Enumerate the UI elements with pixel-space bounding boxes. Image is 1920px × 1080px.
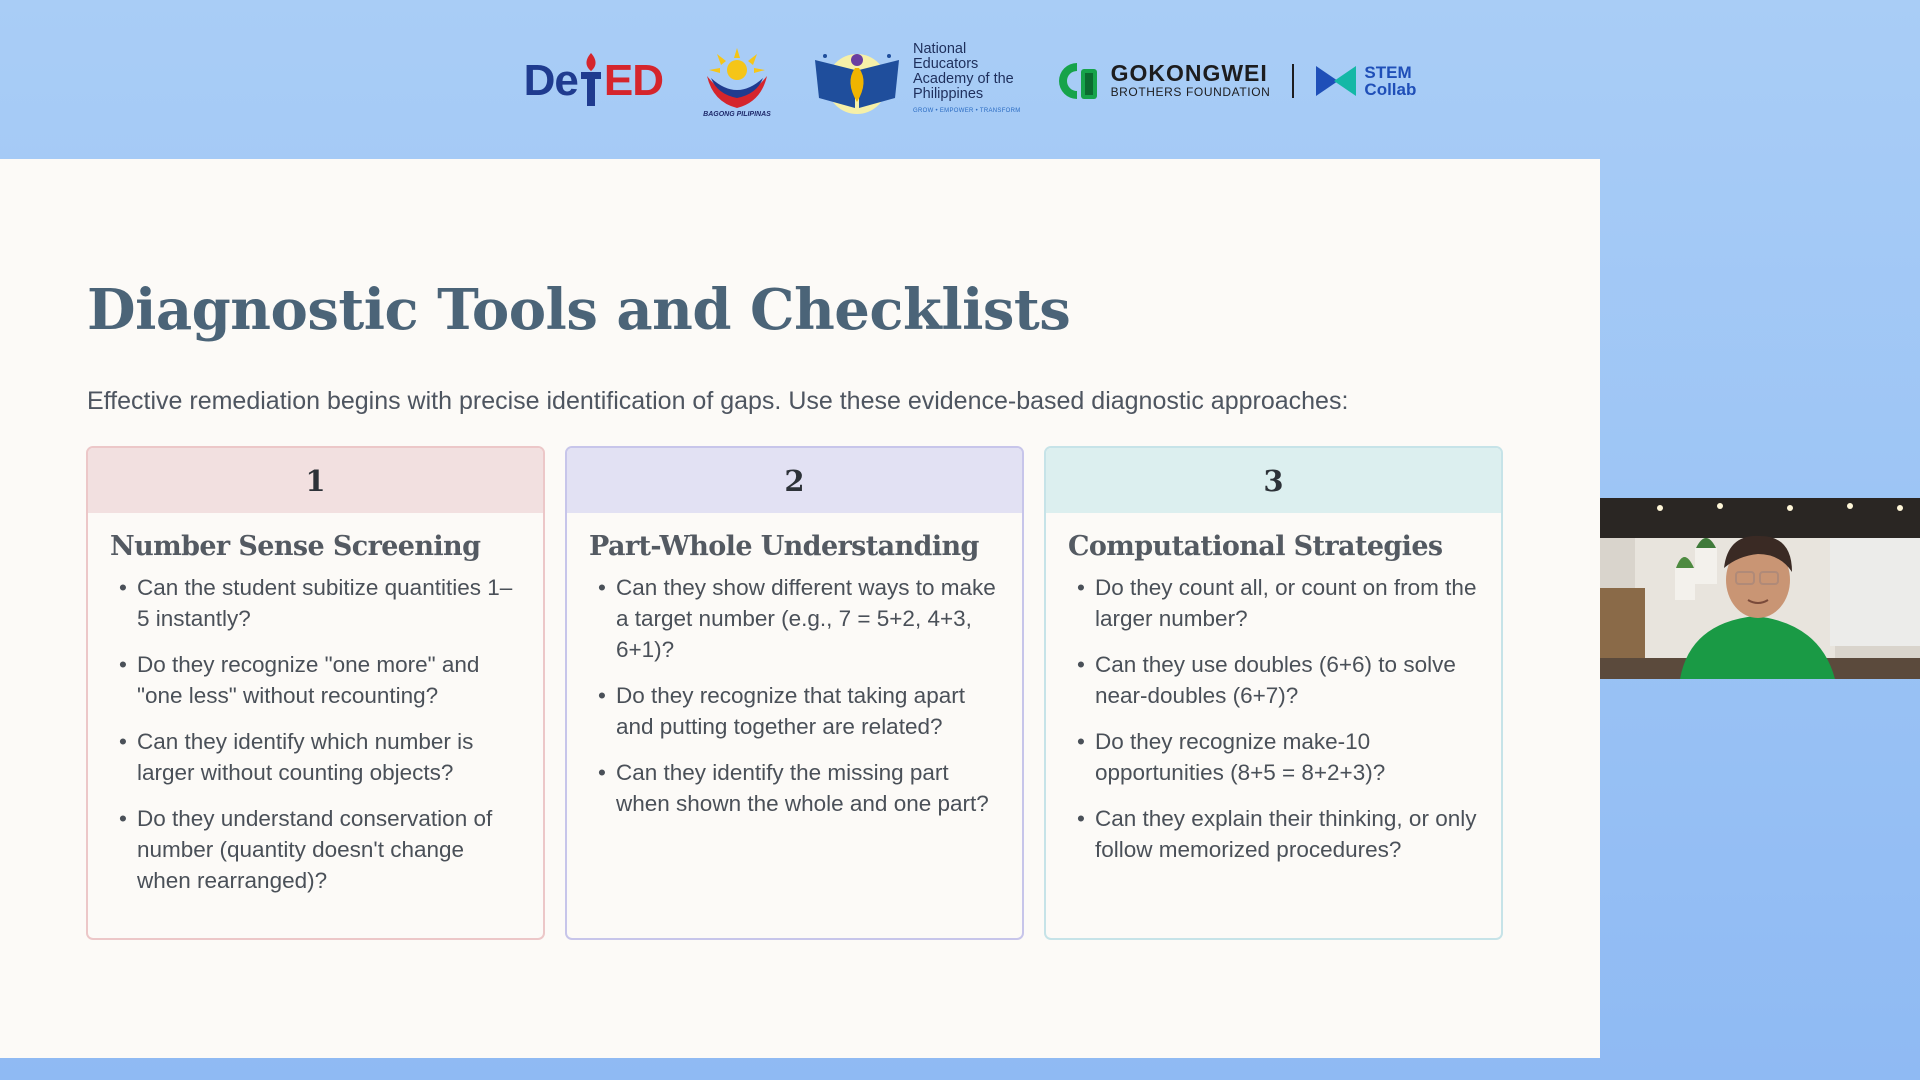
gokongwei-emblem-icon [1059, 61, 1101, 101]
diagnostic-cards [86, 446, 1503, 940]
stem-collab-emblem-icon [1316, 64, 1356, 98]
gokongwei-logo: GOKONGWEI BROTHERS FOUNDATION [1059, 61, 1271, 101]
list-item: • Can they identify the missing part when shown the whole and one part? [589, 757, 1000, 819]
list-item: • Do they recognize that taking apart and putting together are related? [589, 680, 1000, 742]
list-item: • Can the student subitize quantities 1–5 instantly? [110, 572, 521, 634]
card-title: Part-Whole Understanding [589, 531, 979, 562]
card-number: 2 [567, 448, 1022, 513]
card-number-sense-screening [86, 446, 545, 940]
bagong-pilipinas-logo: BAGONG PILIPINAS [701, 44, 773, 118]
card-checklist [589, 572, 1000, 819]
stem-collab-logo: STEM Collab [1316, 64, 1416, 98]
neap-logo: National Educators Academy of the Philippines GROW • EMPOWER • TRANSFORM [811, 42, 1021, 119]
logo-bar [0, 0, 1920, 159]
list-item: • Can they show different ways to make a target number (e.g., 7 = 5+2, 4+3, 6+1)? [589, 572, 1000, 665]
list-item: • Can they explain their thinking, or only follow memorized procedures? [1068, 803, 1479, 865]
presenter-video-tile[interactable] [1600, 498, 1920, 679]
slide-intro: Effective remediation begins with precise identification of gaps. Use these evidence-based diagnostic approaches: [87, 387, 1349, 415]
list-item: • Can they use doubles (6+6) to solve near-doubles (6+7)? [1068, 649, 1479, 711]
card-number: 1 [88, 448, 543, 513]
partner-logos [524, 42, 1417, 119]
presenter-video-feed [1600, 498, 1920, 679]
card-number: 3 [1046, 448, 1501, 513]
card-title: Number Sense Screening [110, 531, 481, 562]
slide-title: Diagnostic Tools and Checklists [87, 277, 1071, 343]
card-part-whole-understanding [565, 446, 1024, 940]
list-item: • Can they identify which number is larger without counting objects? [110, 726, 521, 788]
list-item: • Do they count all, or count on from the larger number? [1068, 572, 1479, 634]
card-title: Computational Strategies [1068, 531, 1443, 562]
torch-icon [576, 51, 606, 111]
list-item: • Do they understand conservation of number (quantity doesn't change when rearranged)? [110, 803, 521, 896]
presentation-slide [0, 159, 1600, 1058]
card-computational-strategies [1044, 446, 1503, 940]
card-checklist [1068, 572, 1479, 865]
logo-divider [1292, 64, 1294, 98]
bagong-pilipinas-emblem-icon [701, 44, 773, 110]
deped-logo: De ED [524, 51, 663, 111]
list-item: • Do they recognize make-10 opportunities (8+5 = 8+2+3)? [1068, 726, 1479, 788]
card-checklist [110, 572, 521, 896]
neap-emblem-icon [811, 46, 903, 116]
list-item: • Do they recognize "one more" and "one less" without recounting? [110, 649, 521, 711]
